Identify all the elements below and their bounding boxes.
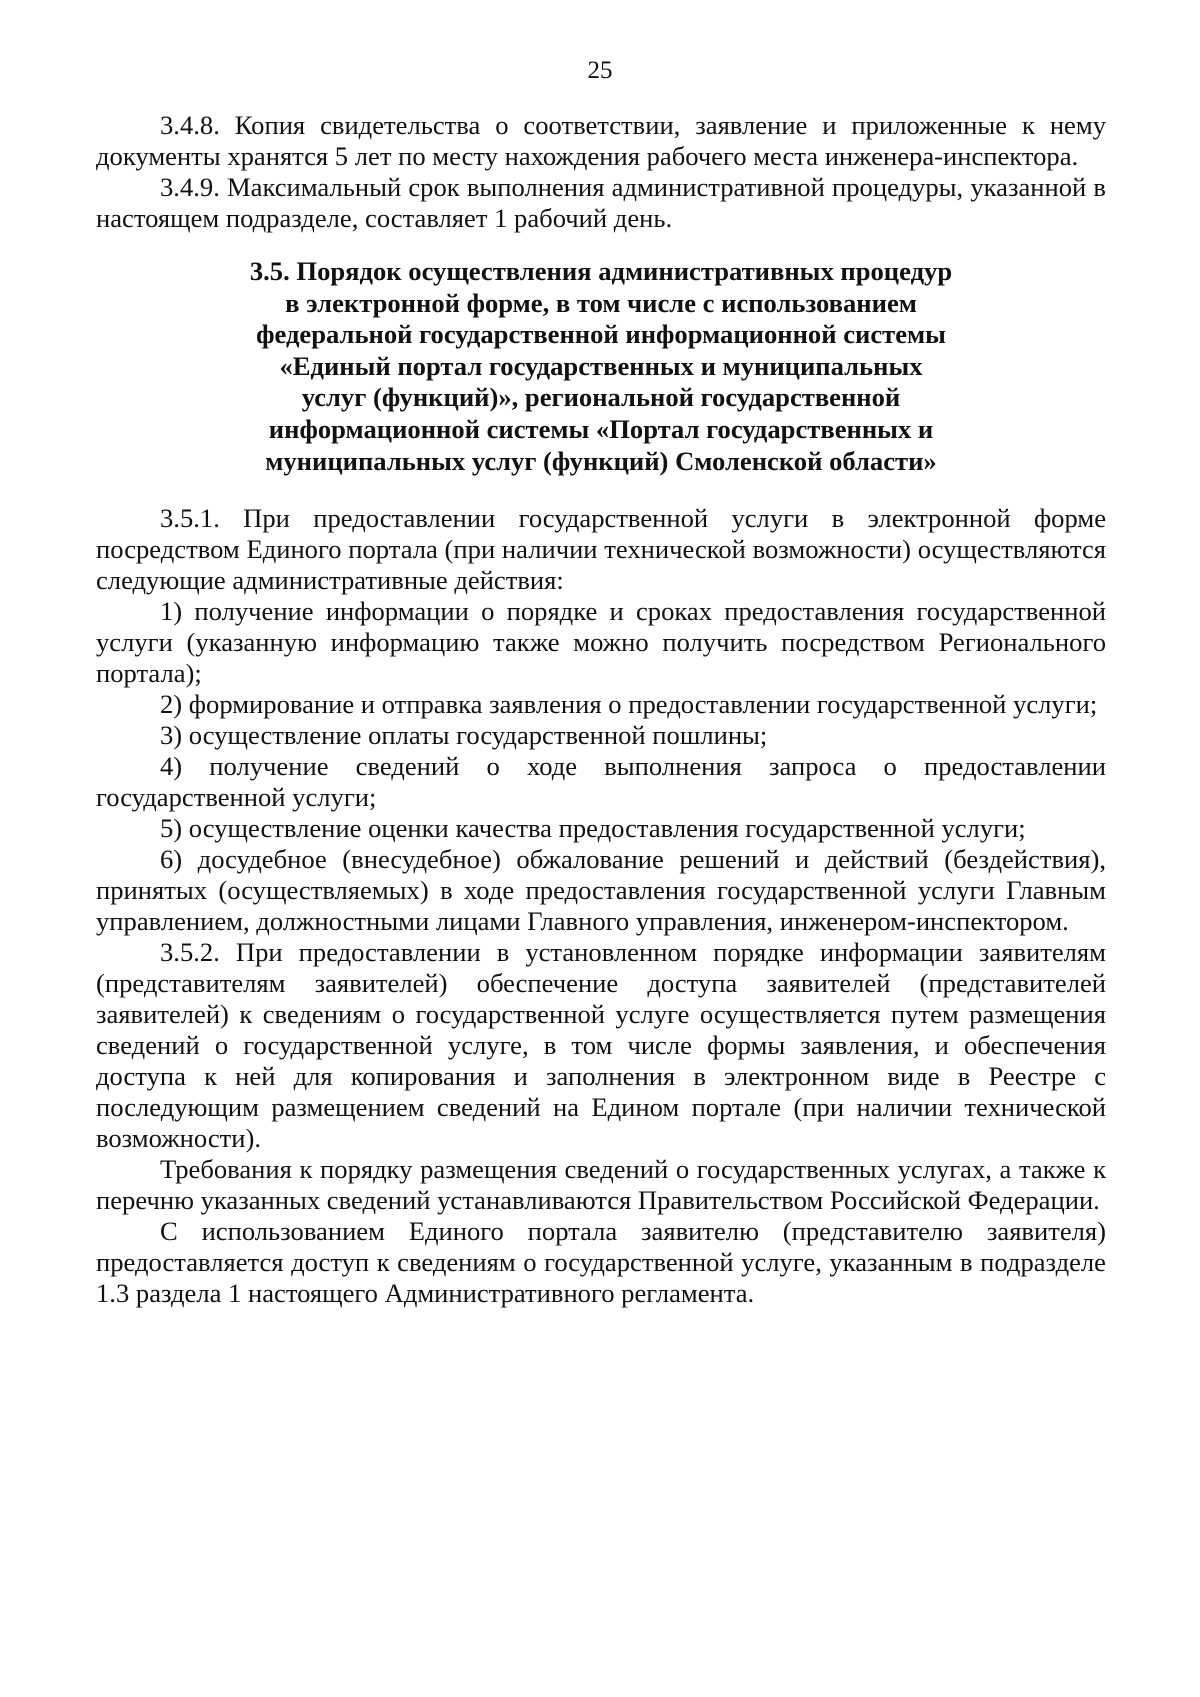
list-item-1: 1) получение информации о порядке и сроках предоставления государственной услуги (указанную информацию также можно получить посредством Регионального портала); <box>96 596 1106 689</box>
list-item-3: 3) осуществление оплаты государственной пошлины; <box>160 720 768 751</box>
list-item-5: 5) осуществление оценки качества предоставления государственной услуги; <box>160 813 1026 844</box>
paragraph-3-5-1: 3.5.1. При предоставлении государственной услуги в электронной форме посредством Единого портала (при наличии технической возможности) осуществляются следующие административные действия: <box>96 503 1106 596</box>
paragraph-3-5-2: 3.5.2. При предоставлении в установленном порядке информации заявителям (представителям заявителей) обеспечение доступа заявителей (представителей заявителей) к сведениям о государственной услуге осуществляется путем размещения сведений о государственной услуге, в том числе формы заявления, и обеспечения доступа к ней для копирования и заполнения в электронном виде в Реестре с последующим размещением сведений на Едином портале (при наличии технической возможности). <box>96 937 1106 1154</box>
list-item-6: 6) досудебное (внесудебное) обжалование решений и действий (бездействия), принятых (осуществляемых) в ходе предоставления государственной услуги Главным управлением, должностными лицами Главного управления, инженером-инспектором. <box>96 844 1106 937</box>
list-item-2: 2) формирование и отправка заявления о предоставлении государственной услуги; <box>160 689 1098 720</box>
section-heading-3-5: 3.5. Порядок осуществления административных процедур в электронной форме, в том числе с использованием федеральной государственной информационной системы «Единый портал государственных и муниципальных услуг (функций)», региональной государственной информационной системы «Портал государственных и муниципальных услуг (функций) Смоленской области» <box>249 256 953 476</box>
paragraph-unified-portal-access: С использованием Единого портала заявителю (представителю заявителя) предоставляется доступ к сведениям о государственной услуге, указанным в подразделе 1.3 раздела 1 настоящего Административного регламента. <box>96 1216 1106 1309</box>
paragraph-requirements: Требования к порядку размещения сведений о государственных услугах, а также к перечню указанных сведений устанавливаются Правительством Российской Федерации. <box>96 1154 1106 1216</box>
paragraph-3-4-8: 3.4.8. Копия свидетельства о соответствии, заявление и приложенные к нему документы хранятся 5 лет по месту нахождения рабочего места инженера-инспектора. <box>96 110 1106 171</box>
paragraph-3-4-9: 3.4.9. Максимальный срок выполнения административной процедуры, указанной в настоящем подразделе, составляет 1 рабочий день. <box>96 172 1106 233</box>
list-item-4: 4) получение сведений о ходе выполнения запроса о предоставлении государственной услуги; <box>96 751 1106 813</box>
document-body <box>96 110 1106 1309</box>
page-number: 25 <box>587 57 613 84</box>
